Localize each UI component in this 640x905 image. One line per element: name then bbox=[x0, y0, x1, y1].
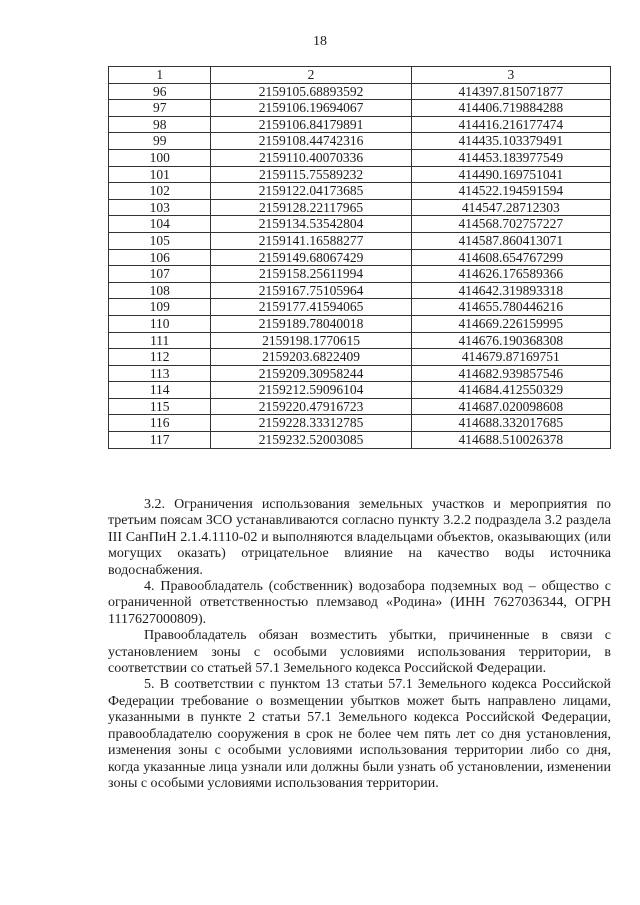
point-number-cell: 105 bbox=[109, 232, 211, 249]
table-row bbox=[109, 100, 611, 117]
table-row bbox=[109, 133, 611, 150]
point-number-cell: 109 bbox=[109, 299, 211, 316]
point-number-cell: 113 bbox=[109, 365, 211, 382]
y-coordinate-cell: 414522.194591594 bbox=[411, 183, 610, 200]
column-header-y: 3 bbox=[411, 67, 610, 84]
table-row bbox=[109, 116, 611, 133]
x-coordinate-cell: 2159110.40070336 bbox=[211, 149, 411, 166]
x-coordinate-cell: 2159232.52003085 bbox=[211, 432, 411, 449]
point-number-cell: 106 bbox=[109, 249, 211, 266]
point-number-cell: 100 bbox=[109, 149, 211, 166]
table-row bbox=[109, 349, 611, 366]
y-coordinate-cell: 414406.719884288 bbox=[411, 100, 610, 117]
y-coordinate-cell: 414687.020098608 bbox=[411, 398, 610, 415]
y-coordinate-cell: 414642.319893318 bbox=[411, 282, 610, 299]
coordinates-table-body bbox=[109, 67, 611, 449]
table-row bbox=[109, 382, 611, 399]
y-coordinate-cell: 414626.176589366 bbox=[411, 266, 610, 283]
table-row bbox=[109, 199, 611, 216]
point-number-cell: 97 bbox=[109, 100, 211, 117]
x-coordinate-cell: 2159209.30958244 bbox=[211, 365, 411, 382]
table-row bbox=[109, 398, 611, 415]
x-coordinate-cell: 2159189.78040018 bbox=[211, 315, 411, 332]
point-number-cell: 114 bbox=[109, 382, 211, 399]
y-coordinate-cell: 414397.815071877 bbox=[411, 83, 610, 100]
table-row bbox=[109, 232, 611, 249]
table-row bbox=[109, 149, 611, 166]
x-coordinate-cell: 2159134.53542804 bbox=[211, 216, 411, 233]
table-header-row bbox=[109, 67, 611, 84]
table-row bbox=[109, 249, 611, 266]
table-row bbox=[109, 266, 611, 283]
point-number-cell: 98 bbox=[109, 116, 211, 133]
table-row bbox=[109, 415, 611, 432]
document-body-text bbox=[108, 497, 611, 792]
y-coordinate-cell: 414655.780446216 bbox=[411, 299, 610, 316]
point-number-cell: 104 bbox=[109, 216, 211, 233]
x-coordinate-cell: 2159167.75105964 bbox=[211, 282, 411, 299]
point-number-cell: 101 bbox=[109, 166, 211, 183]
table-row bbox=[109, 432, 611, 449]
paragraph-rights-holder: 4. Правообладатель (собственник) водозабора подземных вод – общество с ограниченной ответственностью племзавод «Родина» (ИНН 7627036344, ОГРН 1117627000809). bbox=[108, 579, 611, 627]
point-number-cell: 96 bbox=[109, 83, 211, 100]
y-coordinate-cell: 414688.510026378 bbox=[411, 432, 610, 449]
y-coordinate-cell: 414435.103379491 bbox=[411, 133, 610, 150]
table-row bbox=[109, 282, 611, 299]
x-coordinate-cell: 2159203.6822409 bbox=[211, 349, 411, 366]
x-coordinate-cell: 2159106.84179891 bbox=[211, 116, 411, 133]
coordinates-table bbox=[108, 66, 611, 449]
point-number-cell: 103 bbox=[109, 199, 211, 216]
y-coordinate-cell: 414547.28712303 bbox=[411, 199, 610, 216]
y-coordinate-cell: 414568.702757227 bbox=[411, 216, 610, 233]
column-header-x: 2 bbox=[211, 67, 411, 84]
page-number: 18 bbox=[313, 34, 327, 49]
y-coordinate-cell: 414676.190368308 bbox=[411, 332, 610, 349]
y-coordinate-cell: 414416.216177474 bbox=[411, 116, 610, 133]
point-number-cell: 108 bbox=[109, 282, 211, 299]
table-row bbox=[109, 332, 611, 349]
table-row bbox=[109, 315, 611, 332]
point-number-cell: 102 bbox=[109, 183, 211, 200]
table-row bbox=[109, 216, 611, 233]
x-coordinate-cell: 2159149.68067429 bbox=[211, 249, 411, 266]
y-coordinate-cell: 414679.87169751 bbox=[411, 349, 610, 366]
y-coordinate-cell: 414682.939857546 bbox=[411, 365, 610, 382]
x-coordinate-cell: 2159115.75589232 bbox=[211, 166, 411, 183]
x-coordinate-cell: 2159128.22117965 bbox=[211, 199, 411, 216]
y-coordinate-cell: 414490.169751041 bbox=[411, 166, 610, 183]
point-number-cell: 116 bbox=[109, 415, 211, 432]
x-coordinate-cell: 2159106.19694067 bbox=[211, 100, 411, 117]
y-coordinate-cell: 414453.183977549 bbox=[411, 149, 610, 166]
x-coordinate-cell: 2159105.68893592 bbox=[211, 83, 411, 100]
y-coordinate-cell: 414688.332017685 bbox=[411, 415, 610, 432]
point-number-cell: 107 bbox=[109, 266, 211, 283]
table-row bbox=[109, 299, 611, 316]
x-coordinate-cell: 2159177.41594065 bbox=[211, 299, 411, 316]
x-coordinate-cell: 2159198.1770615 bbox=[211, 332, 411, 349]
x-coordinate-cell: 2159228.33312785 bbox=[211, 415, 411, 432]
x-coordinate-cell: 2159212.59096104 bbox=[211, 382, 411, 399]
paragraph-compensation-claim: 5. В соответствии с пунктом 13 статьи 57.1 Земельного кодекса Российской Федерации требование о возмещении убытков может быть направлено лицами, указанными в пункте 2 статьи 57.1 Земельного кодекса Российской Федерации, правообладателю сооружения в срок не более чем пять лет со дня установления, изменения зоны с особыми условиями использования территории либо со дня, когда указанные лица узнали или должны были узнать об установлении, изменении зоны с особыми условиями использования территории. bbox=[108, 677, 611, 791]
x-coordinate-cell: 2159220.47916723 bbox=[211, 398, 411, 415]
point-number-cell: 110 bbox=[109, 315, 211, 332]
point-number-cell: 112 bbox=[109, 349, 211, 366]
paragraph-compensation-obligation: Правообладатель обязан возместить убытки, причиненные в связи с установлением зоны с особыми условиями использования территории, в соответствии со статьей 57.1 Земельного кодекса Российской Федерации. bbox=[108, 628, 611, 677]
table-row bbox=[109, 183, 611, 200]
y-coordinate-cell: 414587.860413071 bbox=[411, 232, 610, 249]
column-header-number: 1 bbox=[109, 67, 211, 84]
x-coordinate-cell: 2159108.44742316 bbox=[211, 133, 411, 150]
point-number-cell: 117 bbox=[109, 432, 211, 449]
y-coordinate-cell: 414669.226159995 bbox=[411, 315, 610, 332]
y-coordinate-cell: 414608.654767299 bbox=[411, 249, 610, 266]
point-number-cell: 111 bbox=[109, 332, 211, 349]
table-row bbox=[109, 166, 611, 183]
y-coordinate-cell: 414684.412550329 bbox=[411, 382, 610, 399]
x-coordinate-cell: 2159141.16588277 bbox=[211, 232, 411, 249]
x-coordinate-cell: 2159122.04173685 bbox=[211, 183, 411, 200]
x-coordinate-cell: 2159158.25611994 bbox=[211, 266, 411, 283]
table-row bbox=[109, 365, 611, 382]
point-number-cell: 99 bbox=[109, 133, 211, 150]
table-row bbox=[109, 83, 611, 100]
paragraph-restrictions: 3.2. Ограничения использования земельных участков и мероприятия по третьим поясам ЗСО устанавливаются согласно пункту 3.2.2 подраздела 3.2 раздела III СанПиН 2.1.4.1110-02 и выполняются владельцами объектов, оказывающих (или могущих оказать) отрицательное влияние на качество воды источника водоснабжения. bbox=[108, 497, 611, 578]
point-number-cell: 115 bbox=[109, 398, 211, 415]
